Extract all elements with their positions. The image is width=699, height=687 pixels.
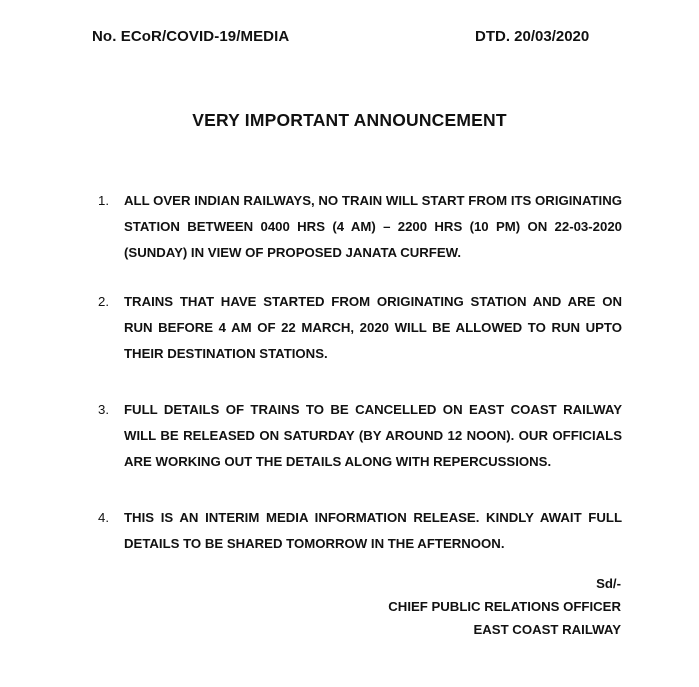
list-item	[98, 289, 622, 367]
list-item-text: ALL OVER INDIAN RAILWAYS, NO TRAIN WILL START FROM ITS ORIGINATING STATION BETWEEN 0400 HRS (4 AM) – 2200 HRS (10 PM) ON 22-03-2020 (SUNDAY) IN VIEW OF PROPOSED JANATA CURFEW.	[124, 193, 622, 260]
list-item-text: TRAINS THAT HAVE STARTED FROM ORIGINATING STATION AND ARE ON RUN BEFORE 4 AM OF 22 MARCH, 2020 WILL BE ALLOWED TO RUN UPTO THEIR DESTINATION STATIONS.	[124, 294, 622, 361]
announcement-title: VERY IMPORTANT ANNOUNCEMENT	[192, 110, 507, 130]
list-item-number: 4.	[98, 510, 109, 525]
list-item-text: FULL DETAILS OF TRAINS TO BE CANCELLED ON EAST COAST RAILWAY WILL BE RELEASED ON SATURDAY (BY AROUND 12 NOON). OUR OFFICIALS ARE WORKING OUT THE DETAILS ALONG WITH REPERCUSSIONS.	[124, 402, 622, 469]
signatory-designation: CHIEF PUBLIC RELATIONS OFFICER	[388, 599, 621, 614]
signature-mark: Sd/-	[596, 576, 621, 591]
list-item-number: 1.	[98, 193, 109, 208]
reference-number: No. ECoR/COVID-19/MEDIA	[92, 28, 290, 45]
list-item	[98, 188, 622, 266]
list-item-text: THIS IS AN INTERIM MEDIA INFORMATION RELEASE. KINDLY AWAIT FULL DETAILS TO BE SHARED TOMORROW IN THE AFTERNOON.	[124, 510, 622, 551]
list-item-number: 2.	[98, 294, 109, 309]
list-item	[98, 397, 622, 475]
document-date: DTD. 20/03/2020	[475, 28, 590, 45]
list-item-number: 3.	[98, 402, 109, 417]
signatory-organization: EAST COAST RAILWAY	[473, 622, 621, 637]
list-item	[98, 505, 622, 557]
